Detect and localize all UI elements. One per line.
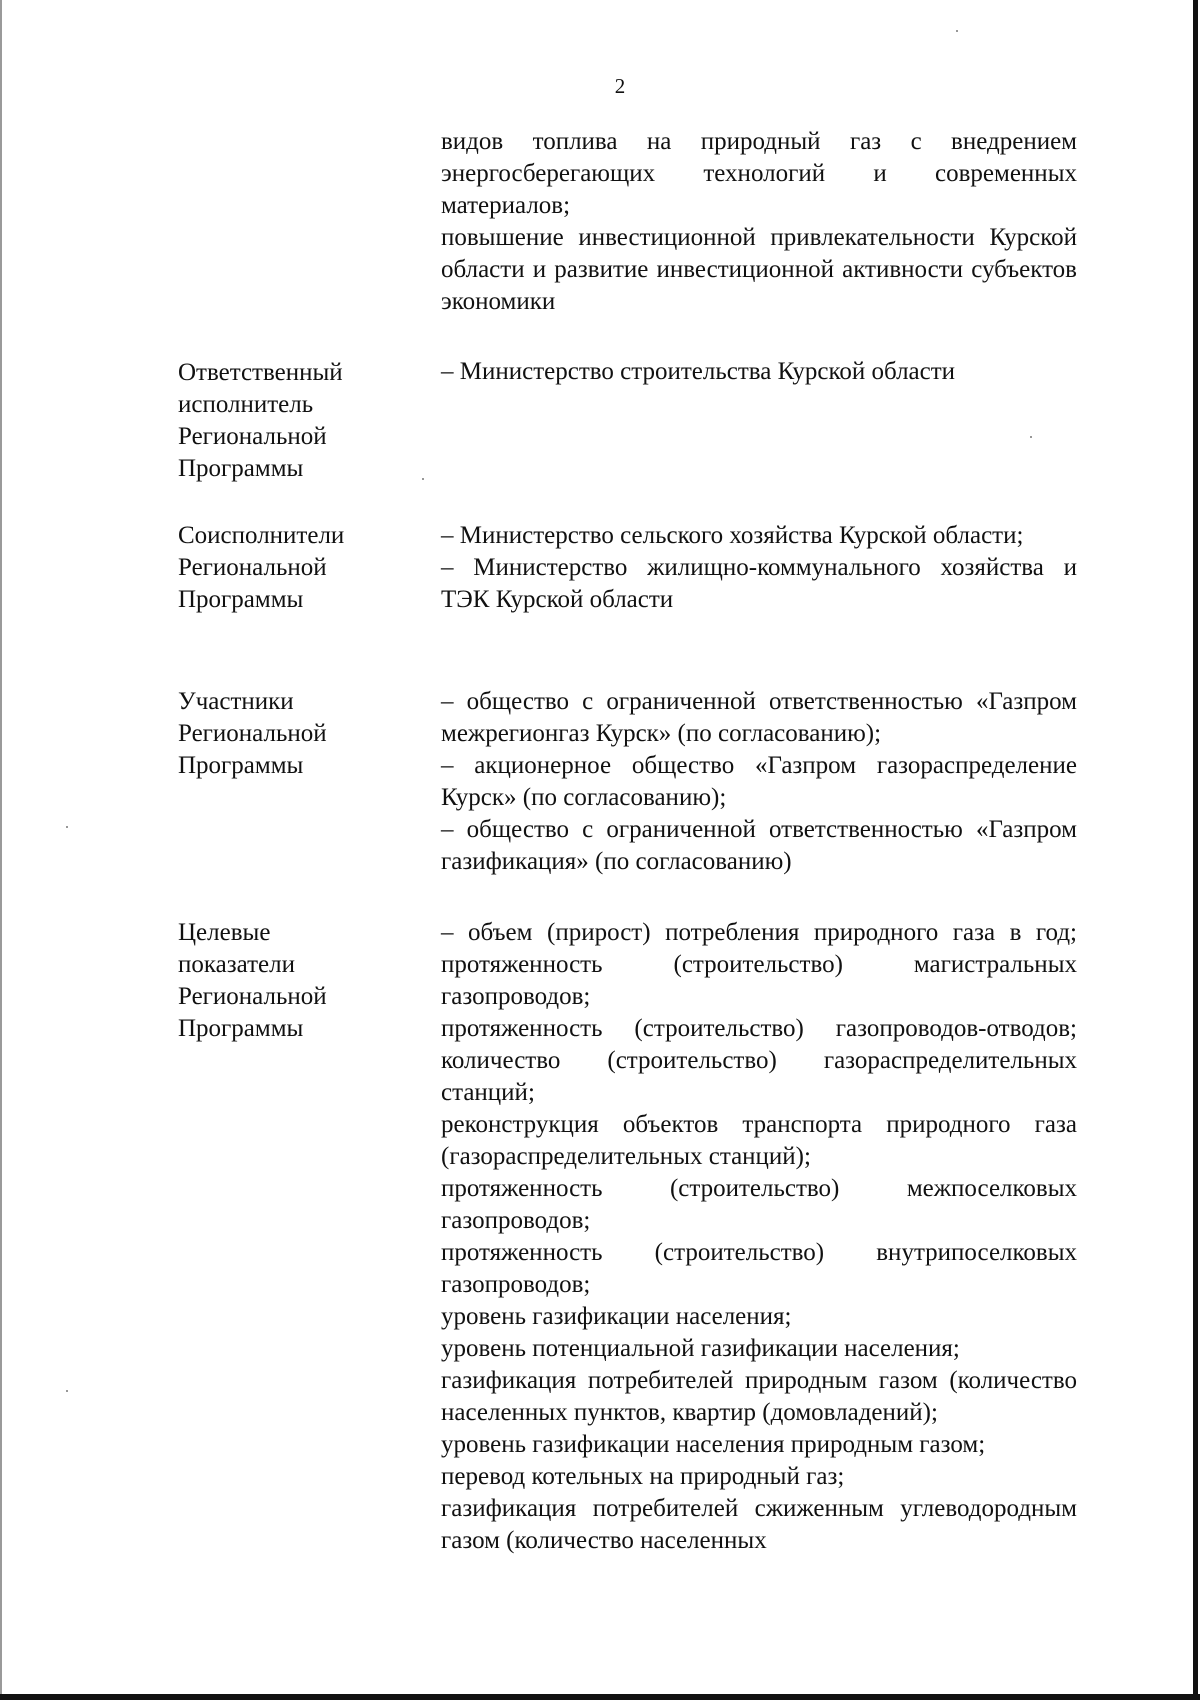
scan-speck	[422, 478, 424, 480]
scan-bottom-edge	[0, 1694, 1200, 1700]
section-value-responsible	[441, 356, 1077, 388]
value-item: – объем (прирост) потребления природного газа в год; протяженность (строительство) магистральных газопроводов;	[441, 919, 1077, 1010]
label-line: Участники	[178, 688, 294, 715]
intro-text	[441, 126, 1077, 318]
scan-right-edge	[1193, 0, 1198, 1700]
page-number: 2	[614, 74, 626, 98]
section-label-participants	[178, 686, 408, 782]
label-line: показатели	[178, 951, 295, 978]
label-line: Региональной	[178, 554, 327, 581]
label-line: Программы	[178, 1015, 304, 1042]
value-item: протяженность (строительство) внутрипоселковых газопроводов;	[441, 1239, 1077, 1298]
label-line: Программы	[178, 455, 304, 482]
value-item: перевод котельных на природный газ;	[441, 1463, 845, 1490]
value-item: газификация потребителей природным газом (количество населенных пунктов, квартир (домовладений);	[441, 1367, 1077, 1426]
section-value-participants	[441, 686, 1077, 878]
value-item: – Министерство строительства Курской области	[441, 358, 956, 385]
value-item: протяженность (строительство) межпоселковых газопроводов;	[441, 1175, 1077, 1234]
label-line: Соисполнители	[178, 522, 345, 549]
value-item: протяженность (строительство) газопроводов-отводов; количество (строительство) газораспределительных станций;	[441, 1015, 1077, 1106]
value-item: реконструкция объектов транспорта природного газа (газораспределительных станций);	[441, 1111, 1077, 1170]
section-label-targets	[178, 917, 408, 1045]
section-label-responsible	[178, 357, 408, 485]
value-item: уровень потенциальной газификации населения;	[441, 1335, 960, 1362]
value-item: – общество с ограниченной ответственностью «Газпром межрегионгаз Курск» (по согласованию);	[441, 688, 1077, 747]
value-item: – Министерство жилищно-коммунального хозяйства и ТЭК Курской области	[441, 554, 1077, 613]
value-item: уровень газификации населения природным газом;	[441, 1431, 986, 1458]
scan-speck	[66, 1390, 68, 1392]
scan-left-edge	[0, 0, 2, 1700]
label-line: Программы	[178, 586, 304, 613]
intro-paragraph: повышение инвестиционной привлекательности Курской области и развитие инвестиционной активности субъектов экономики	[441, 224, 1077, 315]
scan-speck	[956, 30, 958, 32]
label-line: Целевые	[178, 919, 271, 946]
section-label-coexecutors	[178, 520, 408, 616]
section-value-targets	[441, 917, 1077, 1557]
section-value-coexecutors	[441, 520, 1077, 616]
label-line: исполнитель	[178, 391, 314, 418]
scan-speck	[1030, 436, 1032, 438]
scan-speck	[66, 826, 68, 828]
label-line: Региональной	[178, 983, 327, 1010]
label-line: Региональной	[178, 720, 327, 747]
label-line: Региональной	[178, 423, 327, 450]
value-item: – общество с ограниченной ответственностью «Газпром газификация» (по согласованию)	[441, 816, 1077, 875]
value-item: – акционерное общество «Газпром газораспределение Курск» (по согласованию);	[441, 752, 1077, 811]
label-line: Программы	[178, 752, 304, 779]
value-item: уровень газификации населения;	[441, 1303, 792, 1330]
label-line: Ответственный	[178, 359, 343, 386]
value-item: – Министерство сельского хозяйства Курской области;	[441, 522, 1024, 549]
value-item: газификация потребителей сжиженным углеводородным газом (количество населенных	[441, 1495, 1077, 1554]
intro-paragraph: видов топлива на природный газ с внедрением энергосберегающих технологий и современных материалов;	[441, 128, 1077, 219]
